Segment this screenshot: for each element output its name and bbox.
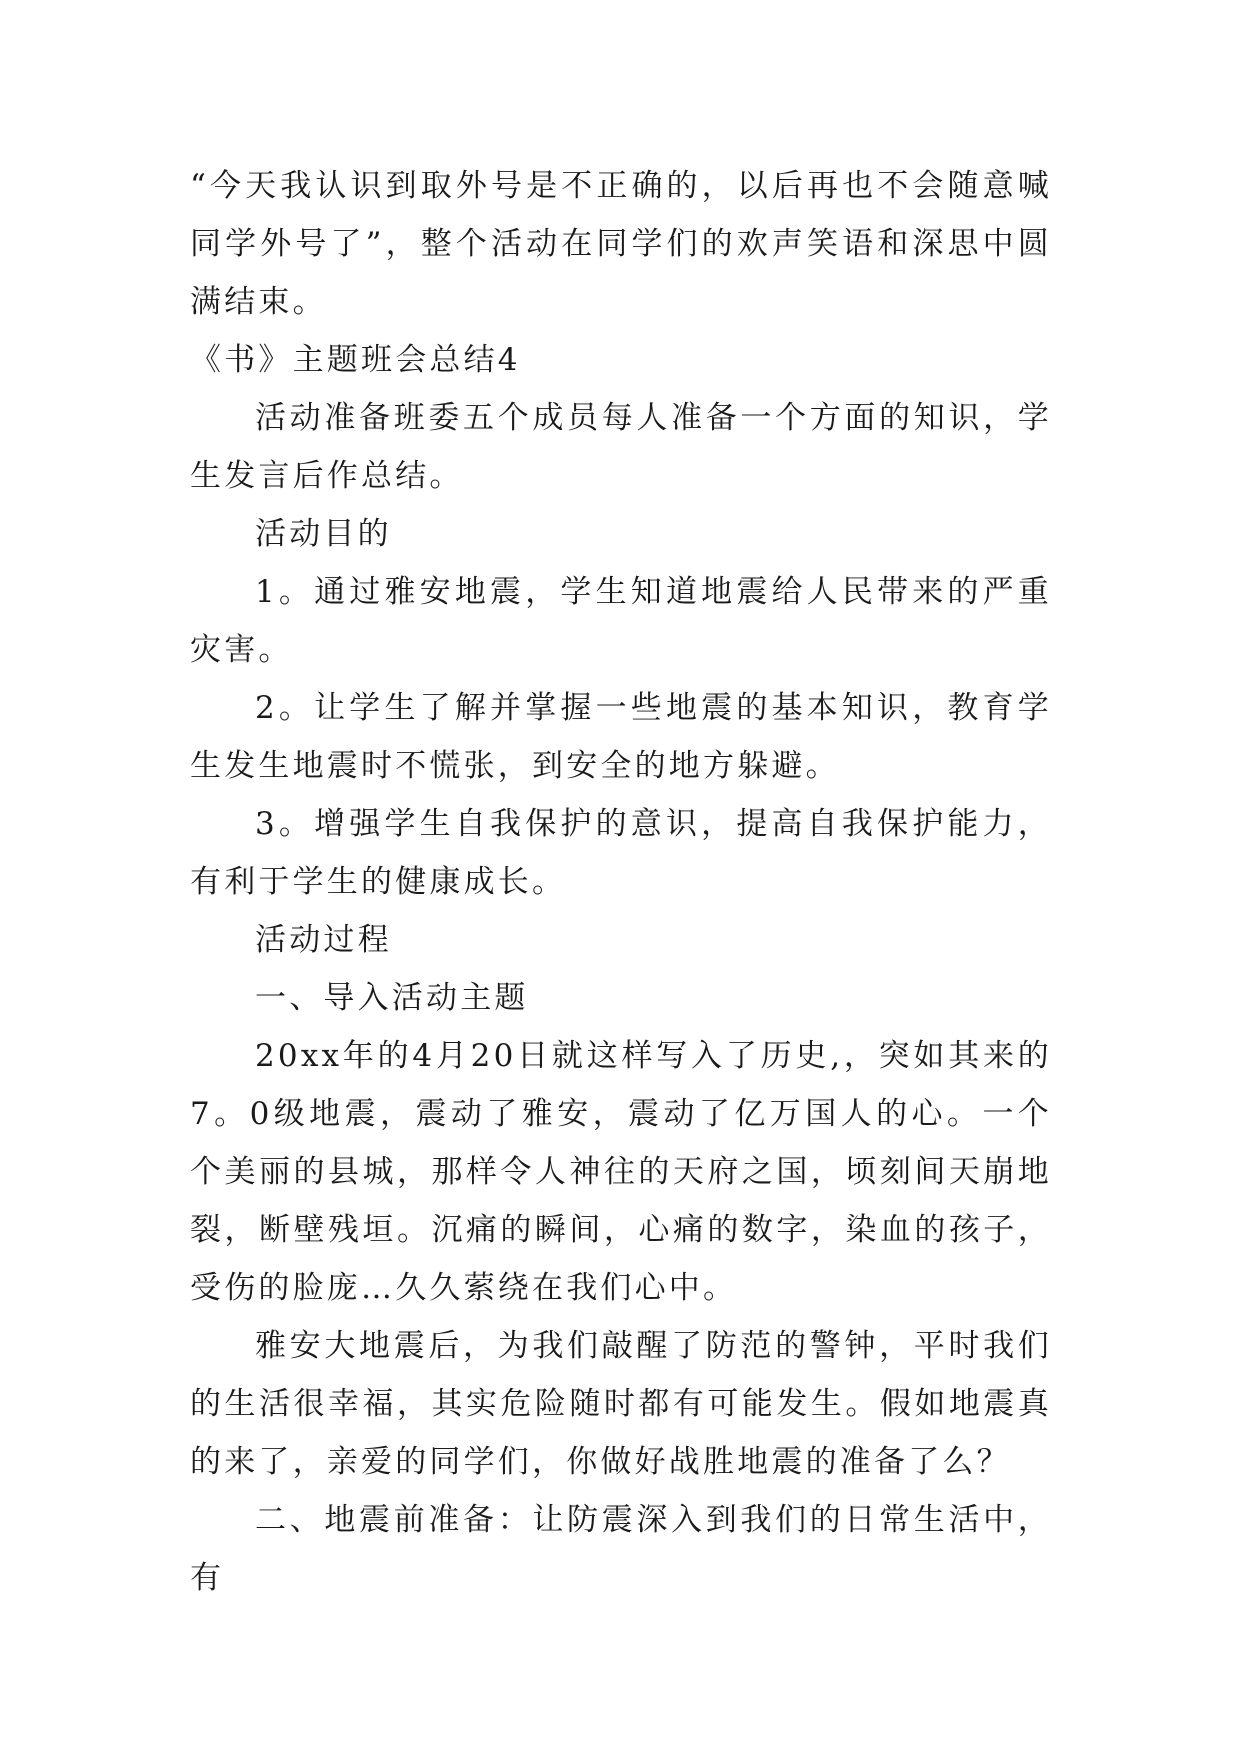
section-heading: 《书》主题班会总结4 xyxy=(190,342,521,378)
paragraph-warning: 雅安大地震后，为我们敲醒了防范的警钟，平时我们的生活很幸福，其实危险随时都有可能发生。假如地震真的来了，亲爱的同学们，你做好战胜地震的准备了么？ xyxy=(190,1328,1052,1480)
subheading-preparation: 二、地震前准备：让防震深入到我们的日常生活中，有 xyxy=(190,1502,1052,1596)
paragraph-preparation: 活动准备班委五个成员每人准备一个方面的知识，学生发言后作总结。 xyxy=(190,400,1052,494)
paragraph-earthquake-history: 20xx年的4月20日就这样写入了历史,，突如其来的7。0级地震，震动了雅安，震动了亿万国人的心。一个个美丽的县城，那样令人神往的天府之国，顷刻间天崩地裂，断壁残垣。沉痛的瞬间，心痛的数字，染血的孩子，受伤的脸庞…久久萦绕在我们心中。 xyxy=(190,1038,1052,1306)
list-item-1: 1。通过雅安地震，学生知道地震给人民带来的严重灾害。 xyxy=(190,574,1052,668)
subheading-purpose: 活动目的 xyxy=(255,516,392,552)
paragraph-closing-remark: “今天我认识到取外号是不正确的，以后再也不会随意喊同学外号了”，整个活动在同学们的欢声笑语和深思中圆满结束。 xyxy=(190,168,1052,320)
list-item-3: 3。增强学生自我保护的意识，提高自我保护能力，有利于学生的健康成长。 xyxy=(190,806,1052,900)
list-item-2: 2。让学生了解并掌握一些地震的基本知识，教育学生发生地震时不慌张，到安全的地方躲避。 xyxy=(190,690,1052,784)
subheading-intro: 一、导入活动主题 xyxy=(255,980,529,1016)
document-body xyxy=(190,157,1052,1607)
subheading-process: 活动过程 xyxy=(255,922,392,958)
